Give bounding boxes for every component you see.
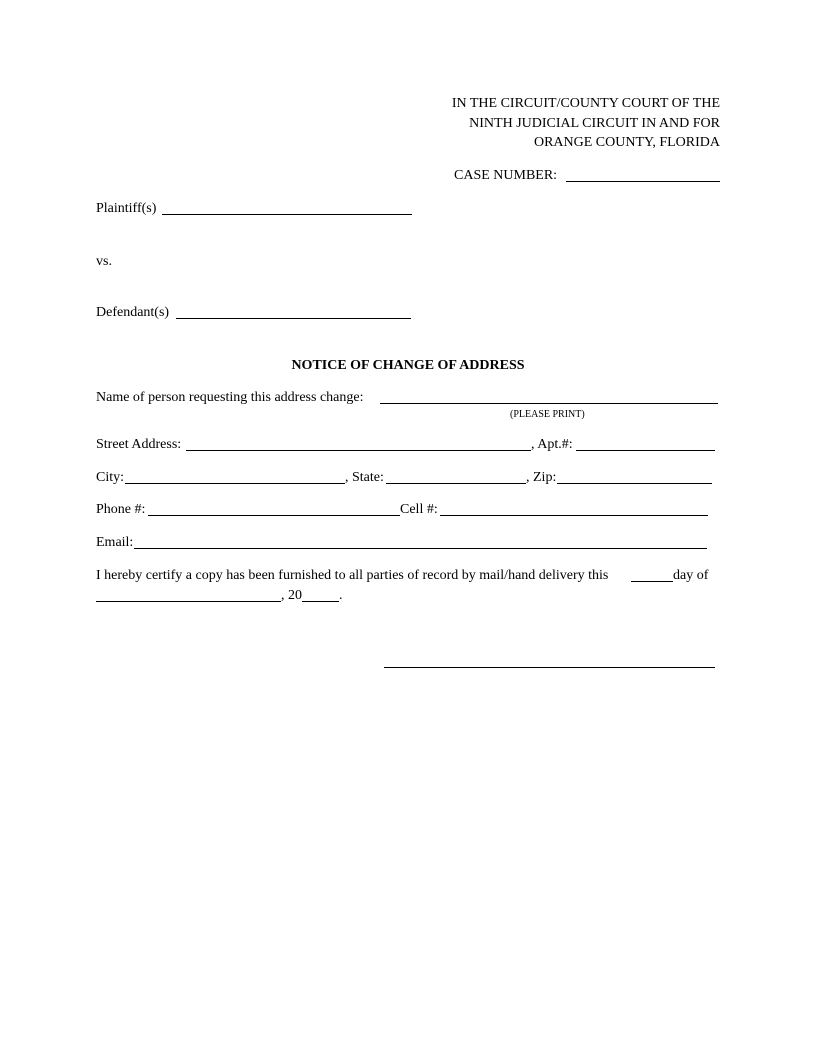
plaintiff-field[interactable] xyxy=(162,214,412,215)
certify-text: I hereby certify a copy has been furnished to all parties of record by mail/hand delivery this xyxy=(96,568,609,583)
state-field[interactable] xyxy=(386,483,526,484)
defendant-field[interactable] xyxy=(176,318,411,319)
phone-label: Phone #: xyxy=(96,502,146,517)
apt-label: , Apt.#: xyxy=(531,437,573,452)
cell-field[interactable] xyxy=(440,515,708,516)
document-title: NOTICE OF CHANGE OF ADDRESS xyxy=(291,358,525,373)
certify-day-of-label: day of xyxy=(673,568,709,583)
court-header-line-2: NINTH JUDICIAL CIRCUIT IN AND FOR xyxy=(469,116,720,131)
signature-line[interactable] xyxy=(384,667,715,668)
street-address-label: Street Address: xyxy=(96,437,182,452)
city-field[interactable] xyxy=(125,483,345,484)
certify-period: . xyxy=(339,588,343,603)
court-header-line-1: IN THE CIRCUIT/COUNTY COURT OF THE xyxy=(451,96,720,111)
zip-field[interactable] xyxy=(557,483,712,484)
email-label: Email: xyxy=(96,535,134,550)
vs-label: vs. xyxy=(96,254,112,269)
email-field[interactable] xyxy=(134,548,707,549)
street-address-field[interactable] xyxy=(186,450,531,451)
state-label: , State: xyxy=(345,470,384,485)
cell-label: Cell #: xyxy=(400,502,438,517)
court-header-line-3: ORANGE COUNTY, FLORIDA xyxy=(533,135,720,150)
please-print-note: (PLEASE PRINT) xyxy=(510,409,585,420)
case-number-field[interactable] xyxy=(566,181,720,182)
case-number-label: CASE NUMBER: xyxy=(454,168,558,183)
apt-field[interactable] xyxy=(576,450,715,451)
name-field[interactable] xyxy=(380,403,718,404)
certify-year-field[interactable] xyxy=(302,601,339,602)
certify-year-prefix: , 20 xyxy=(281,588,302,603)
certify-day-field[interactable] xyxy=(631,581,673,582)
phone-field[interactable] xyxy=(148,515,400,516)
city-label: City: xyxy=(96,470,125,485)
name-label: Name of person requesting this address change: xyxy=(96,390,364,405)
zip-label: , Zip: xyxy=(526,470,557,485)
plaintiff-label: Plaintiff(s) xyxy=(96,201,157,216)
certify-month-field[interactable] xyxy=(96,601,281,602)
defendant-label: Defendant(s) xyxy=(96,305,170,320)
